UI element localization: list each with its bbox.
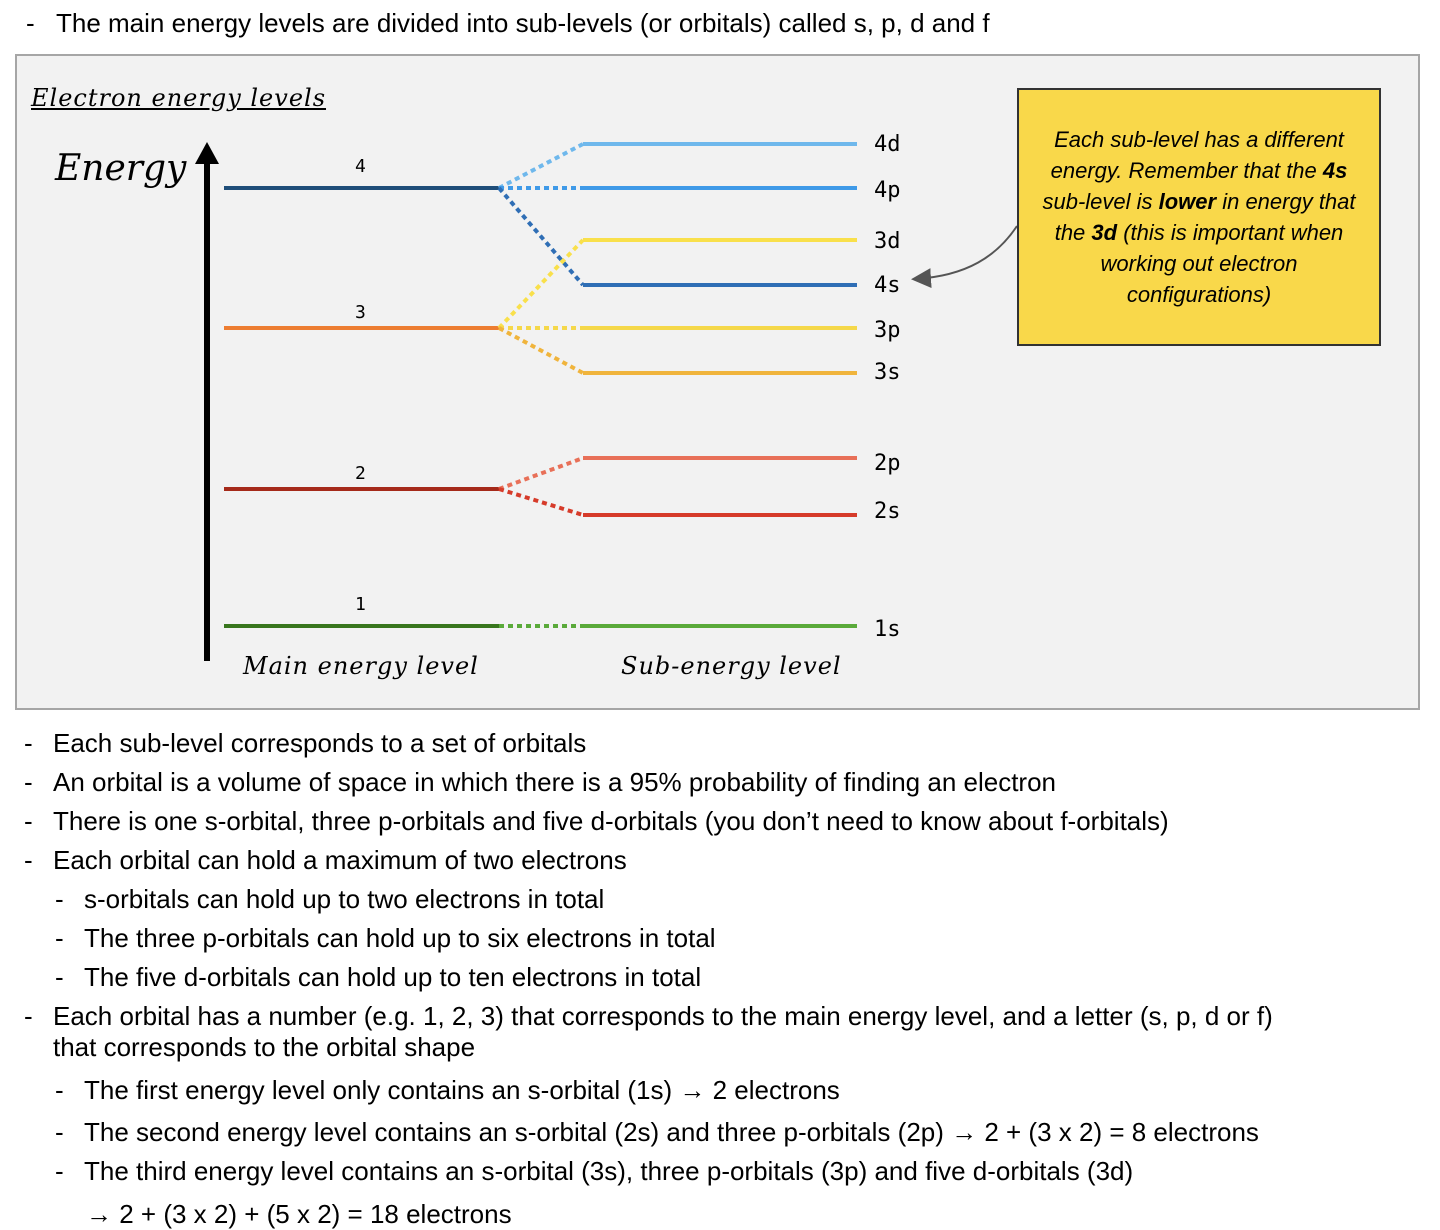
bullet-text: There is one s-orbital, three p-orbitals and five d-orbitals (you don’t need to know about f-orbitals): [53, 806, 1169, 836]
sub-bullet-dash: -: [55, 1075, 64, 1105]
sub-level-3s-label: 3s: [874, 360, 901, 385]
main-level-3-label: 3: [355, 302, 366, 323]
bullet-dash: -: [24, 728, 33, 758]
sub-level-2s-label: 2s: [874, 499, 901, 524]
energy-axis-arrowhead: [195, 142, 219, 164]
sub-bullet-text: The five d-orbitals can hold up to ten electrons in total: [84, 962, 702, 992]
sub-bullet-dash: -: [55, 962, 64, 992]
note-pointer-arrow: [915, 226, 1017, 279]
sub-bullet-text-continuation: → 2 + (3 x 2) + (5 x 2) = 18 electrons: [86, 1199, 512, 1229]
energy-axis-label: Energy: [55, 148, 187, 189]
bullet-dash: -: [24, 845, 33, 875]
bullet-text: Each orbital has a number (e.g. 1, 2, 3) that corresponds to the main energy level, and a letter (s, p, d or f): [53, 1001, 1273, 1031]
sticky-note: [1017, 88, 1381, 346]
bullet-text: Each sub-level corresponds to a set of orbitals: [53, 728, 587, 758]
bullet-text: An orbital is a volume of space in which there is a 95% probability of finding an electron: [53, 767, 1057, 797]
sub-bullet-text: The first energy level only contains an s-orbital (1s) → 2 electrons: [84, 1075, 840, 1105]
connector-4-4d: [499, 144, 583, 188]
sub-level-4d-label: 4d: [874, 132, 901, 157]
main-energy-level-axis-label: Main energy level: [243, 652, 479, 680]
intro-text: The main energy levels are divided into sub-levels (or orbitals) called s, p, d and f: [56, 8, 990, 38]
energy-level-diagram: [15, 54, 1420, 710]
sub-bullet-text: s-orbitals can hold up to two electrons in total: [84, 884, 605, 914]
sub-level-3p-label: 3p: [874, 318, 901, 343]
connector-2-2p: [499, 458, 583, 489]
connector-3-3d: [499, 240, 583, 328]
connector-2-2s: [499, 489, 583, 515]
sub-level-4p-label: 4p: [874, 178, 901, 203]
sub-bullet-text: The second energy level contains an s-orbital (2s) and three p-orbitals (2p) → 2 + (3 x 2) = 8 electrons: [84, 1117, 1259, 1147]
sub-level-4s-label: 4s: [874, 273, 901, 298]
connector-4-4s: [499, 188, 583, 285]
sub-bullet-dash: -: [55, 884, 64, 914]
sub-level-2p-label: 2p: [874, 451, 901, 476]
sub-bullet-text: The third energy level contains an s-orbital (3s), three p-orbitals (3p) and five d-orbitals (3d): [84, 1156, 1134, 1186]
main-level-1-label: 1: [355, 594, 366, 615]
main-level-2-label: 2: [355, 463, 366, 484]
sub-energy-level-axis-label: Sub-energy level: [621, 652, 842, 680]
bullet-dash: -: [26, 8, 35, 38]
sub-level-1s-label: 1s: [874, 617, 901, 642]
connector-3-3s: [499, 328, 583, 373]
diagram-title: Electron energy levels: [31, 84, 327, 112]
bullet-text-continuation: that corresponds to the orbital shape: [53, 1032, 476, 1062]
bullet-dash: -: [24, 767, 33, 797]
sub-bullet-dash: -: [55, 1156, 64, 1186]
sub-bullet-text: The three p-orbitals can hold up to six electrons in total: [84, 923, 716, 953]
main-level-4-label: 4: [355, 156, 366, 177]
sub-level-3d-label: 3d: [874, 229, 901, 254]
bullet-dash: -: [24, 806, 33, 836]
sub-bullet-dash: -: [55, 1117, 64, 1147]
bullet-text: Each orbital can hold a maximum of two electrons: [53, 845, 627, 875]
sub-bullet-dash: -: [55, 923, 64, 953]
note-text: Each sub-level has a different energy. Remember that the 4s sub-level is lower in energy that the 3d (this is important when working out electron configurations): [1042, 127, 1356, 307]
bullet-dash: -: [24, 1001, 33, 1031]
